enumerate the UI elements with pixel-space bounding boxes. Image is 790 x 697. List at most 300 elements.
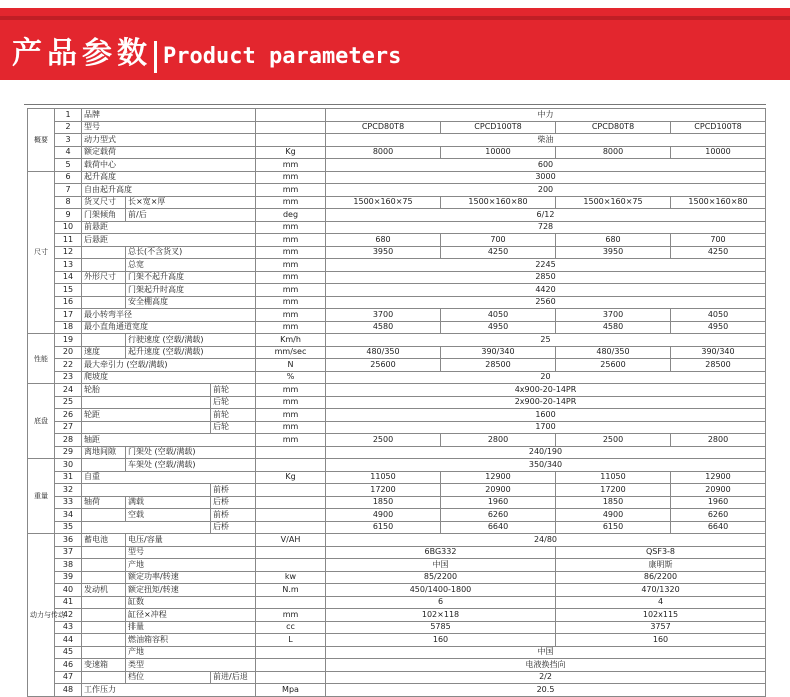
value-cell: 4050 xyxy=(671,309,766,322)
row-number: 10 xyxy=(55,221,82,234)
value-cell: 200 xyxy=(326,184,766,197)
row-number: 18 xyxy=(55,321,82,334)
item-name xyxy=(82,596,126,609)
row-number: 9 xyxy=(55,209,82,222)
item-sub: 排量 xyxy=(126,621,256,634)
item-sub: 门架处 (空载/满载) xyxy=(126,446,256,459)
value-cell: 1500×160×80 xyxy=(441,196,556,209)
unit-cell xyxy=(256,659,326,672)
value-cell: 4250 xyxy=(671,246,766,259)
category-cell: 动力与传动 xyxy=(28,534,55,697)
item-name: 起升高度 xyxy=(82,171,256,184)
value-cell: 2/2 xyxy=(326,671,766,684)
title-en: Product parameters xyxy=(163,44,402,69)
unit-cell: mm xyxy=(256,384,326,397)
value-cell: 4950 xyxy=(671,321,766,334)
unit-cell: Mpa xyxy=(256,684,326,697)
item-sub: 产地 xyxy=(126,559,256,572)
item-name: 发动机 xyxy=(82,584,126,597)
unit-cell: mm xyxy=(256,159,326,172)
value-cell: 3757 xyxy=(556,621,766,634)
unit-cell: mm xyxy=(256,396,326,409)
table-row xyxy=(28,396,766,409)
value-cell: 1850 xyxy=(326,496,441,509)
table-row xyxy=(28,209,766,222)
row-number: 44 xyxy=(55,634,82,647)
item-name: 外形尺寸 xyxy=(82,271,126,284)
value-cell: 86/2200 xyxy=(556,571,766,584)
table-row xyxy=(28,459,766,472)
item-name xyxy=(82,396,211,409)
unit-cell: mm xyxy=(256,234,326,247)
item-sub: 车架处 (空载/满载) xyxy=(126,459,256,472)
spec-table xyxy=(27,108,766,697)
value-cell: 25600 xyxy=(326,359,441,372)
item-name: 后悬距 xyxy=(82,234,256,247)
table-row xyxy=(28,509,766,522)
value-cell: CPCD100T8 xyxy=(441,121,556,134)
item-name xyxy=(82,246,126,259)
item-name: 轴距 xyxy=(82,434,256,447)
row-number: 25 xyxy=(55,396,82,409)
value-cell: CPCD80T8 xyxy=(556,121,671,134)
unit-cell xyxy=(256,559,326,572)
item-name xyxy=(82,484,211,497)
row-number: 33 xyxy=(55,496,82,509)
value-cell: 6150 xyxy=(326,521,441,534)
unit-cell: mm xyxy=(256,321,326,334)
value-cell: 2850 xyxy=(326,271,766,284)
header-banner xyxy=(0,8,790,80)
row-number: 20 xyxy=(55,346,82,359)
table-row xyxy=(28,621,766,634)
table-row xyxy=(28,221,766,234)
table-row xyxy=(28,384,766,397)
category-cell: 重量 xyxy=(28,459,55,534)
value-cell: 470/1320 xyxy=(556,584,766,597)
title-cn: 产品参数 xyxy=(12,36,152,71)
unit-cell: mm xyxy=(256,609,326,622)
item-sub2: 前桥 xyxy=(211,509,256,522)
unit-cell: Km/h xyxy=(256,334,326,347)
value-cell: 4 xyxy=(556,596,766,609)
item-sub: 档位 xyxy=(126,671,211,684)
value-cell: 6640 xyxy=(671,521,766,534)
value-cell: 28500 xyxy=(441,359,556,372)
value-cell: 20.5 xyxy=(326,684,766,697)
value-cell: 2245 xyxy=(326,259,766,272)
item-name xyxy=(82,559,126,572)
item-name: 轴荷 xyxy=(82,496,126,509)
unit-cell xyxy=(256,109,326,122)
unit-cell: mm xyxy=(256,309,326,322)
unit-cell: mm xyxy=(256,184,326,197)
value-cell: 6640 xyxy=(441,521,556,534)
value-cell: 6 xyxy=(326,596,556,609)
item-name xyxy=(82,296,126,309)
table-row xyxy=(28,134,766,147)
table-row xyxy=(28,159,766,172)
table-row xyxy=(28,346,766,359)
item-sub: 燃油箱容积 xyxy=(126,634,256,647)
value-cell: 17200 xyxy=(326,484,441,497)
table-row xyxy=(28,446,766,459)
value-cell: 680 xyxy=(556,234,671,247)
value-cell: 3700 xyxy=(556,309,671,322)
value-cell: 6150 xyxy=(556,521,671,534)
unit-cell xyxy=(256,446,326,459)
value-cell: 1960 xyxy=(441,496,556,509)
unit-cell: mm xyxy=(256,284,326,297)
row-number: 12 xyxy=(55,246,82,259)
unit-cell: mm xyxy=(256,221,326,234)
item-sub: 长×宽×厚 xyxy=(126,196,256,209)
table-row xyxy=(28,359,766,372)
item-name: 蓄电池 xyxy=(82,534,126,547)
item-name: 门架倾角 xyxy=(82,209,126,222)
table-row xyxy=(28,296,766,309)
value-cell: 350/340 xyxy=(326,459,766,472)
table-row xyxy=(28,559,766,572)
item-sub2: 后桥 xyxy=(211,521,256,534)
category-cell: 底盘 xyxy=(28,384,55,459)
unit-cell: mm/sec xyxy=(256,346,326,359)
item-name xyxy=(82,509,126,522)
row-number: 34 xyxy=(55,509,82,522)
row-number: 37 xyxy=(55,546,82,559)
row-number: 31 xyxy=(55,471,82,484)
item-name xyxy=(82,571,126,584)
table-row xyxy=(28,234,766,247)
value-cell: 25600 xyxy=(556,359,671,372)
value-cell: 3000 xyxy=(326,171,766,184)
row-number: 45 xyxy=(55,646,82,659)
table-row xyxy=(28,434,766,447)
item-name: 载荷中心 xyxy=(82,159,256,172)
item-name xyxy=(82,546,126,559)
item-name: 前悬距 xyxy=(82,221,256,234)
item-name: 型号 xyxy=(82,121,256,134)
unit-cell: % xyxy=(256,371,326,384)
value-cell: 4580 xyxy=(326,321,441,334)
unit-cell: mm xyxy=(256,271,326,284)
row-number: 35 xyxy=(55,521,82,534)
value-cell: CPCD80T8 xyxy=(326,121,441,134)
value-cell: 1500×160×80 xyxy=(671,196,766,209)
value-cell: 8000 xyxy=(556,146,671,159)
item-name xyxy=(82,609,126,622)
item-name: 轮距 xyxy=(82,409,211,422)
item-name: 离地间隙 xyxy=(82,446,126,459)
value-cell: CPCD100T8 xyxy=(671,121,766,134)
item-name xyxy=(82,646,126,659)
item-name xyxy=(82,621,126,634)
value-cell: 4580 xyxy=(556,321,671,334)
row-number: 29 xyxy=(55,446,82,459)
row-number: 26 xyxy=(55,409,82,422)
table-row xyxy=(28,684,766,697)
unit-cell xyxy=(256,121,326,134)
table-row xyxy=(28,596,766,609)
value-cell: 20 xyxy=(326,371,766,384)
table-row xyxy=(28,109,766,122)
value-cell: 4950 xyxy=(441,321,556,334)
row-number: 48 xyxy=(55,684,82,697)
banner-stripe xyxy=(0,16,790,20)
value-cell: 600 xyxy=(326,159,766,172)
table-row xyxy=(28,646,766,659)
table-row xyxy=(28,659,766,672)
table-row xyxy=(28,146,766,159)
value-cell: 12900 xyxy=(441,471,556,484)
row-number: 36 xyxy=(55,534,82,547)
unit-cell: mm xyxy=(256,296,326,309)
value-cell: 10000 xyxy=(441,146,556,159)
row-number: 30 xyxy=(55,459,82,472)
table-row xyxy=(28,496,766,509)
unit-cell: mm xyxy=(256,171,326,184)
value-cell: 4900 xyxy=(556,509,671,522)
value-cell: 4420 xyxy=(326,284,766,297)
unit-cell: mm xyxy=(256,409,326,422)
value-cell: 240/190 xyxy=(326,446,766,459)
item-sub2: 前轮 xyxy=(211,409,256,422)
category-cell: 性能 xyxy=(28,334,55,384)
unit-cell: mm xyxy=(256,196,326,209)
item-name: 货叉尺寸 xyxy=(82,196,126,209)
value-cell: 1960 xyxy=(671,496,766,509)
value-cell: 中力 xyxy=(326,109,766,122)
unit-cell: L xyxy=(256,634,326,647)
value-cell: 中国 xyxy=(326,559,556,572)
row-number: 7 xyxy=(55,184,82,197)
value-cell: 4900 xyxy=(326,509,441,522)
table-row xyxy=(28,634,766,647)
table-row xyxy=(28,609,766,622)
value-cell: 390/340 xyxy=(441,346,556,359)
unit-cell xyxy=(256,521,326,534)
item-name: 速度 xyxy=(82,346,126,359)
row-number: 15 xyxy=(55,284,82,297)
row-number: 5 xyxy=(55,159,82,172)
row-number: 16 xyxy=(55,296,82,309)
row-number: 42 xyxy=(55,609,82,622)
item-name xyxy=(82,521,211,534)
row-number: 43 xyxy=(55,621,82,634)
value-cell: 450/1400-1800 xyxy=(326,584,556,597)
table-row xyxy=(28,284,766,297)
value-cell: 3950 xyxy=(326,246,441,259)
row-number: 1 xyxy=(55,109,82,122)
value-cell: 1600 xyxy=(326,409,766,422)
value-cell: 728 xyxy=(326,221,766,234)
unit-cell xyxy=(256,134,326,147)
value-cell: 160 xyxy=(556,634,766,647)
table-row xyxy=(28,521,766,534)
table-row xyxy=(28,259,766,272)
row-number: 41 xyxy=(55,596,82,609)
unit-cell: mm xyxy=(256,434,326,447)
value-cell: 3950 xyxy=(556,246,671,259)
value-cell: 6BG332 xyxy=(326,546,556,559)
value-cell: 700 xyxy=(671,234,766,247)
item-sub: 额定扭矩/转速 xyxy=(126,584,256,597)
value-cell: 11050 xyxy=(326,471,441,484)
row-number: 8 xyxy=(55,196,82,209)
value-cell: 2800 xyxy=(441,434,556,447)
unit-cell: V/AH xyxy=(256,534,326,547)
item-sub2: 后桥 xyxy=(211,496,256,509)
value-cell: QSF3-8 xyxy=(556,546,766,559)
unit-cell xyxy=(256,459,326,472)
item-name: 工作压力 xyxy=(82,684,256,697)
item-name xyxy=(82,459,126,472)
item-sub: 门架不起升高度 xyxy=(126,271,256,284)
value-cell: 24/80 xyxy=(326,534,766,547)
item-sub: 满载 xyxy=(126,496,211,509)
table-row xyxy=(28,671,766,684)
item-sub: 缸径×冲程 xyxy=(126,609,256,622)
row-number: 23 xyxy=(55,371,82,384)
value-cell: 680 xyxy=(326,234,441,247)
row-number: 38 xyxy=(55,559,82,572)
unit-cell xyxy=(256,484,326,497)
value-cell: 390/340 xyxy=(671,346,766,359)
row-number: 4 xyxy=(55,146,82,159)
item-sub: 前/后 xyxy=(126,209,256,222)
item-sub2: 前进/后退 xyxy=(211,671,256,684)
item-sub: 行驶速度 (空载/满载) xyxy=(126,334,256,347)
value-cell: 480/350 xyxy=(326,346,441,359)
unit-cell: kw xyxy=(256,571,326,584)
row-number: 3 xyxy=(55,134,82,147)
item-name: 轮胎 xyxy=(82,384,211,397)
item-name xyxy=(82,421,211,434)
row-number: 22 xyxy=(55,359,82,372)
value-cell: 电液换挡向 xyxy=(326,659,766,672)
table-row xyxy=(28,471,766,484)
value-cell: 480/350 xyxy=(556,346,671,359)
value-cell: 25 xyxy=(326,334,766,347)
table-row xyxy=(28,421,766,434)
unit-cell: N.m xyxy=(256,584,326,597)
table-row xyxy=(28,534,766,547)
value-cell: 康明斯 xyxy=(556,559,766,572)
value-cell: 28500 xyxy=(671,359,766,372)
value-cell: 6260 xyxy=(441,509,556,522)
row-number: 47 xyxy=(55,671,82,684)
item-sub: 门架起升时高度 xyxy=(126,284,256,297)
value-cell: 20900 xyxy=(441,484,556,497)
item-name: 动力型式 xyxy=(82,134,256,147)
item-sub: 型号 xyxy=(126,546,256,559)
row-number: 13 xyxy=(55,259,82,272)
unit-cell: Kg xyxy=(256,471,326,484)
category-cell: 尺寸 xyxy=(28,171,55,334)
value-cell: 2500 xyxy=(556,434,671,447)
unit-cell xyxy=(256,596,326,609)
row-number: 28 xyxy=(55,434,82,447)
row-number: 6 xyxy=(55,171,82,184)
table-row xyxy=(28,246,766,259)
value-cell: 17200 xyxy=(556,484,671,497)
item-sub2: 前桥 xyxy=(211,484,256,497)
value-cell: 6260 xyxy=(671,509,766,522)
banner-title xyxy=(12,34,401,74)
item-name: 最大牵引力 (空载/满载) xyxy=(82,359,256,372)
category-cell: 概要 xyxy=(28,109,55,172)
item-sub: 电压/容量 xyxy=(126,534,256,547)
value-cell: 4050 xyxy=(441,309,556,322)
item-name: 自重 xyxy=(82,471,256,484)
table-row xyxy=(28,171,766,184)
value-cell: 3700 xyxy=(326,309,441,322)
value-cell: 2x900-20-14PR xyxy=(326,396,766,409)
row-number: 14 xyxy=(55,271,82,284)
row-number: 32 xyxy=(55,484,82,497)
item-name xyxy=(82,259,126,272)
value-cell: 20900 xyxy=(671,484,766,497)
value-cell: 2560 xyxy=(326,296,766,309)
row-number: 24 xyxy=(55,384,82,397)
table-row xyxy=(28,184,766,197)
value-cell: 6/12 xyxy=(326,209,766,222)
section-divider xyxy=(24,104,766,105)
value-cell: 1850 xyxy=(556,496,671,509)
value-cell: 10000 xyxy=(671,146,766,159)
unit-cell xyxy=(256,671,326,684)
value-cell: 中国 xyxy=(326,646,766,659)
table-row xyxy=(28,484,766,497)
table-row xyxy=(28,371,766,384)
value-cell: 102x115 xyxy=(556,609,766,622)
table-row xyxy=(28,321,766,334)
item-name: 爬坡度 xyxy=(82,371,256,384)
value-cell: 5785 xyxy=(326,621,556,634)
item-sub2: 前轮 xyxy=(211,384,256,397)
row-number: 2 xyxy=(55,121,82,134)
value-cell: 8000 xyxy=(326,146,441,159)
unit-cell: mm xyxy=(256,246,326,259)
item-sub: 起升速度 (空载/满载) xyxy=(126,346,256,359)
row-number: 46 xyxy=(55,659,82,672)
item-name xyxy=(82,284,126,297)
item-sub: 产地 xyxy=(126,646,256,659)
unit-cell xyxy=(256,496,326,509)
value-cell: 4x900-20-14PR xyxy=(326,384,766,397)
unit-cell xyxy=(256,546,326,559)
unit-cell: mm xyxy=(256,259,326,272)
row-number: 39 xyxy=(55,571,82,584)
row-number: 19 xyxy=(55,334,82,347)
table-row xyxy=(28,196,766,209)
value-cell: 11050 xyxy=(556,471,671,484)
item-sub: 总长(不含货叉) xyxy=(126,246,256,259)
item-name: 最小直角通道宽度 xyxy=(82,321,256,334)
unit-cell xyxy=(256,646,326,659)
item-name xyxy=(82,334,126,347)
row-number: 11 xyxy=(55,234,82,247)
row-number: 27 xyxy=(55,421,82,434)
value-cell: 102×118 xyxy=(326,609,556,622)
unit-cell: mm xyxy=(256,421,326,434)
item-name xyxy=(82,671,126,684)
item-sub: 额定功率/转速 xyxy=(126,571,256,584)
table-row xyxy=(28,309,766,322)
value-cell: 2800 xyxy=(671,434,766,447)
value-cell: 4250 xyxy=(441,246,556,259)
unit-cell xyxy=(256,509,326,522)
